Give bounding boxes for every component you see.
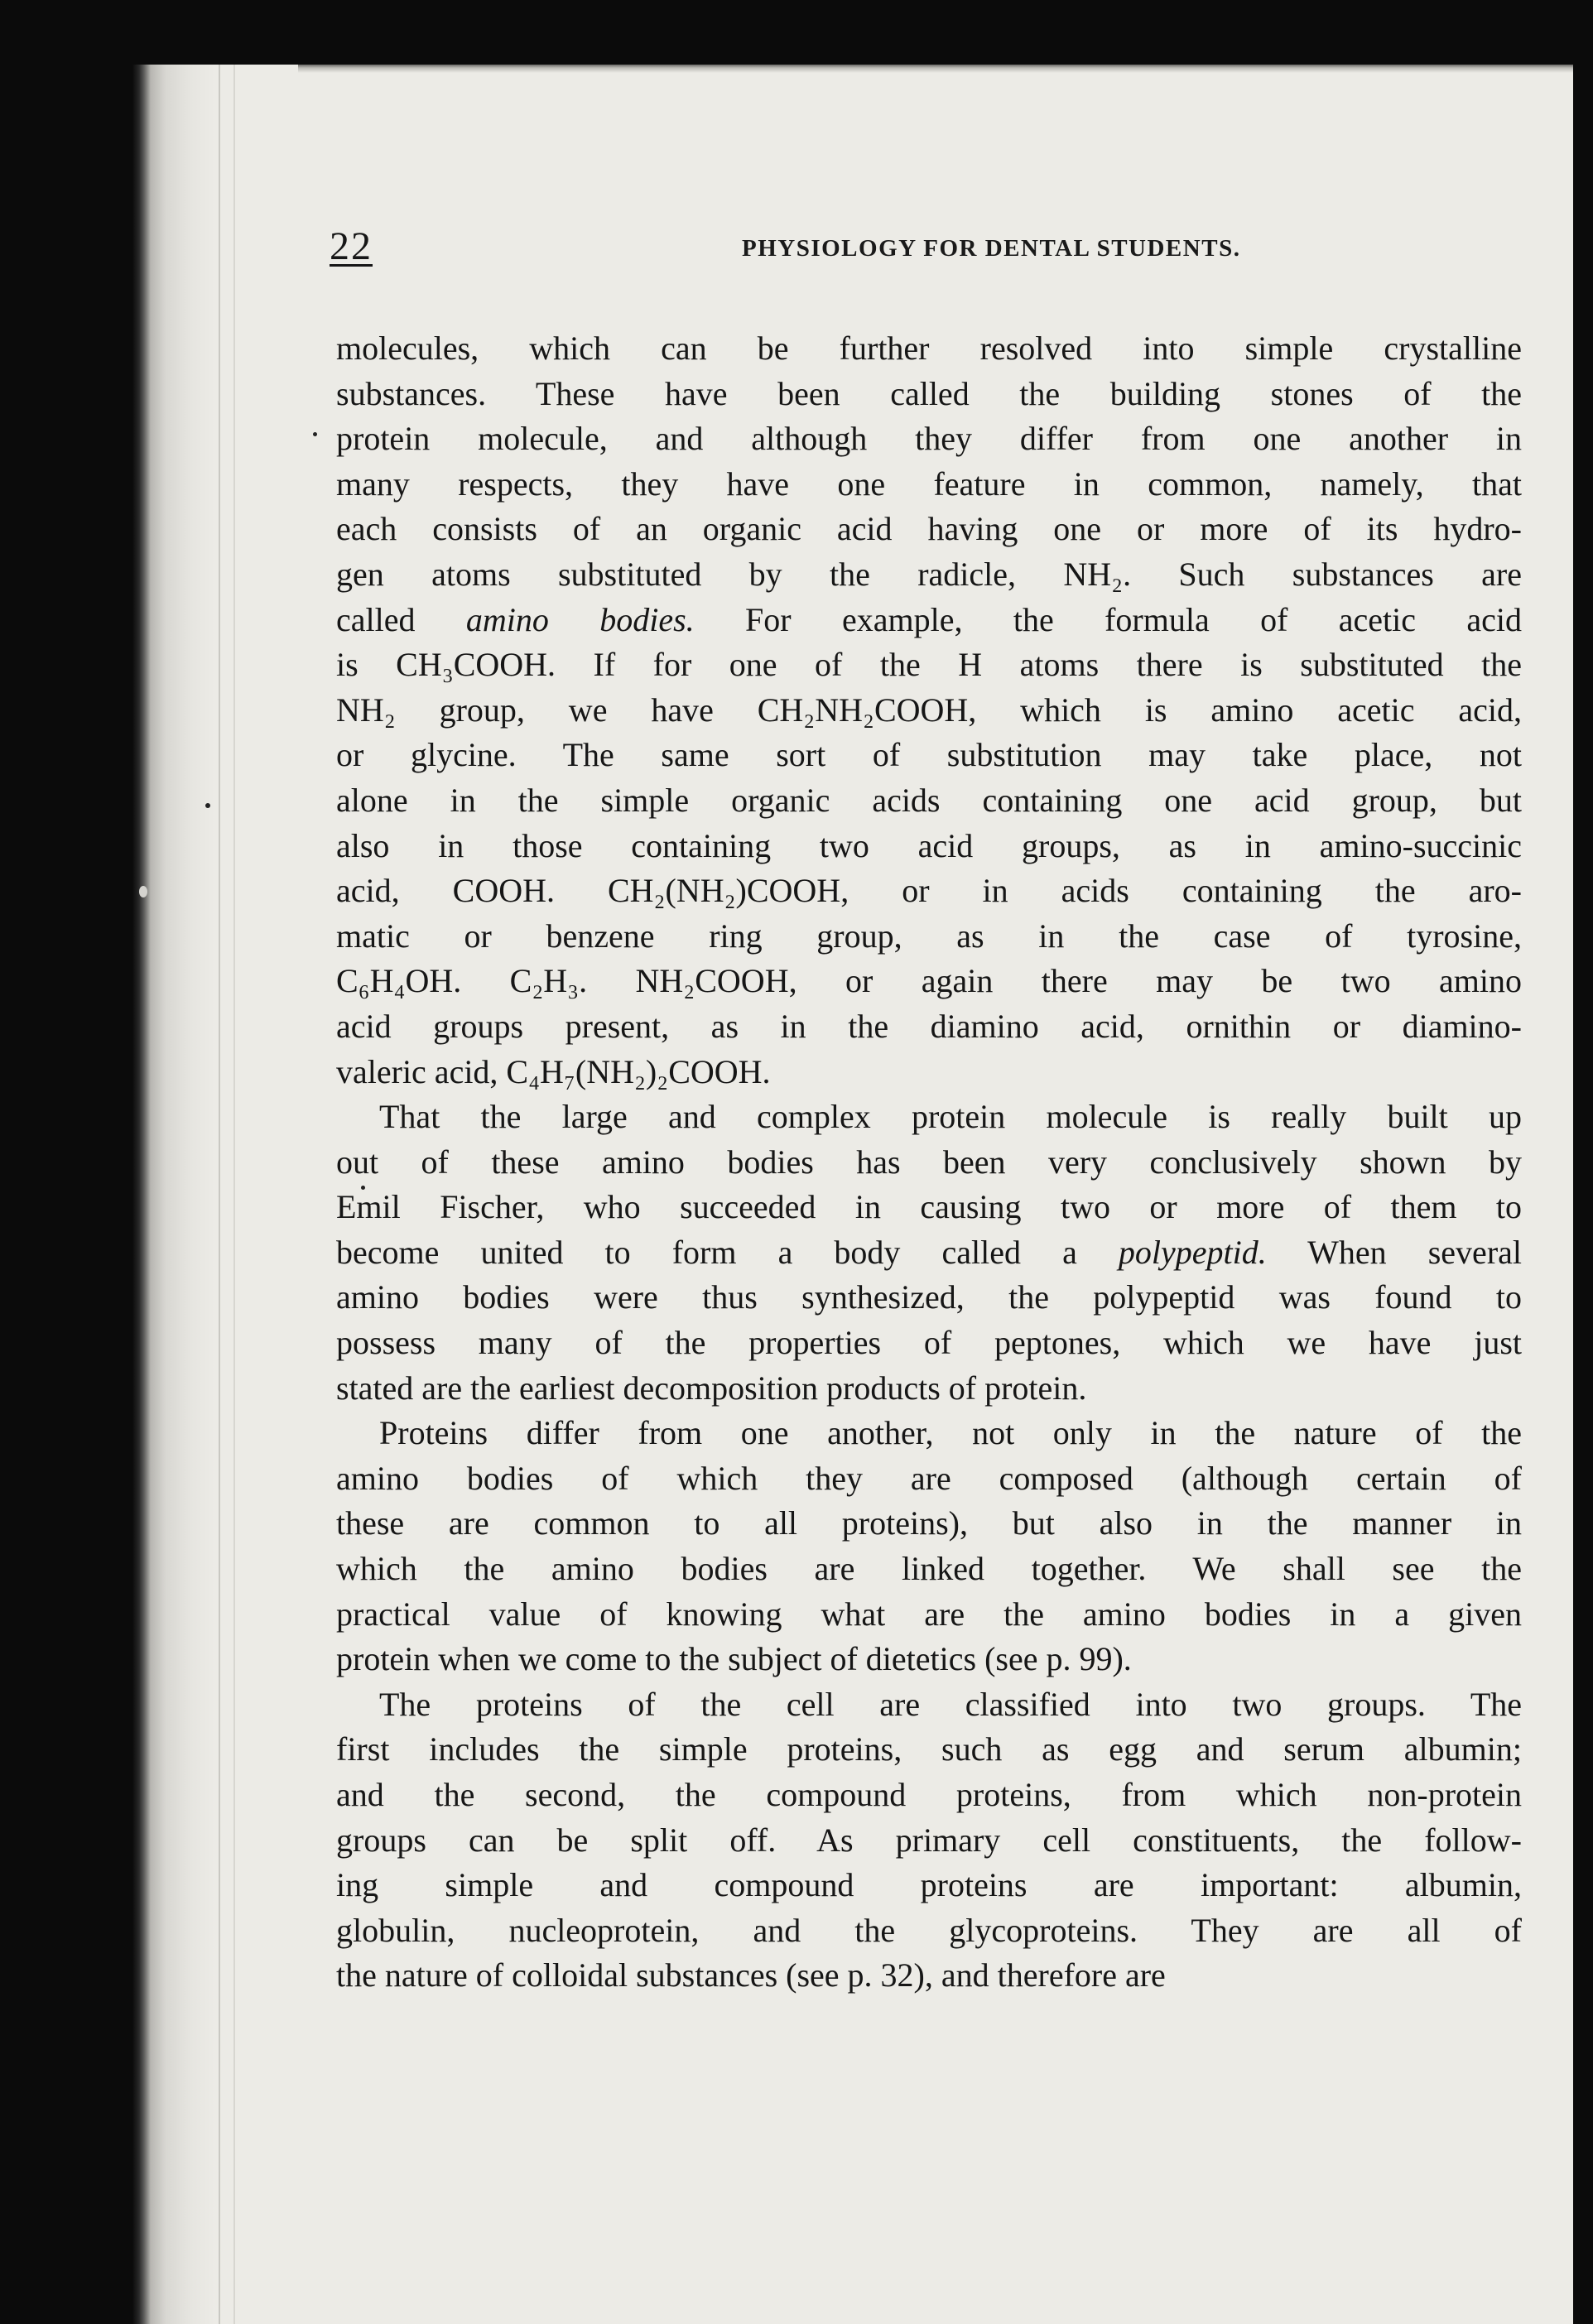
paragraph xyxy=(336,1095,1522,1411)
text-line: become united to form a body called a polypeptid. When several xyxy=(336,1233,1523,1271)
text-line: which the amino bodies are linked together. We shall see the xyxy=(336,1550,1522,1588)
body-text xyxy=(336,326,1522,1999)
text-line: acid, COOH. CH₂(NH₂)COOH, or in acids containing the aro- xyxy=(336,872,1522,910)
text-line: That the large and complex protein molecule is really built up xyxy=(379,1098,1522,1136)
paragraph xyxy=(336,1682,1522,1999)
text-line: NH₂ group, we have CH₂NH₂COOH, which is amino acetic acid, xyxy=(336,690,1522,729)
paper-speck xyxy=(313,432,317,436)
running-head: PHYSIOLOGY FOR DENTAL STUDENTS. xyxy=(742,235,1241,262)
text-line: first includes the simple proteins, such as egg and serum albumin; xyxy=(336,1730,1522,1768)
text-line: acid groups present, as in the diamino acid, ornithin or diamino- xyxy=(336,1007,1522,1045)
text-line: C₆H₄OH. C₂H₃. NH₂COOH, or again there may be two amino xyxy=(336,962,1522,1000)
text-line: practical value of knowing what are the amino bodies in a given xyxy=(336,1595,1522,1633)
page-gutter xyxy=(132,65,265,2324)
text-line: matic or benzene ring group, as in the case of tyrosine, xyxy=(336,917,1522,955)
page-top-edge xyxy=(298,65,1573,73)
text-line: ing simple and compound proteins are important: albumin, xyxy=(336,1866,1522,1904)
text-line: many respects, they have one feature in common, namely, that xyxy=(336,464,1522,503)
text-line: amino bodies were thus synthesized, the polypeptid was found to xyxy=(336,1278,1522,1316)
text-line: alone in the simple organic acids containing one acid group, but xyxy=(336,781,1522,819)
page-number: 22 xyxy=(330,224,373,268)
text-line: each consists of an organic acid having one or more of its hydro- xyxy=(336,510,1522,548)
text-line: The proteins of the cell are classified into two groups. The xyxy=(379,1685,1522,1723)
text-line: and the second, the compound proteins, from which non-protein xyxy=(336,1776,1522,1813)
text-line: out of these amino bodies has been very conclusively shown by xyxy=(336,1143,1522,1181)
text-line: Emil Fischer, who succeeded in causing two or more of them to xyxy=(336,1188,1522,1226)
text-line: possess many of the properties of peptones, which we have just xyxy=(336,1324,1522,1362)
text-line: also in those containing two acid groups, as in amino-succinic xyxy=(336,826,1522,864)
text-line: Proteins differ from one another, not only in the nature of the xyxy=(379,1414,1522,1452)
text-line: groups can be split off. As primary cell constituents, the follow- xyxy=(336,1821,1522,1859)
text-line: these are common to all proteins), but also in the manner in xyxy=(336,1504,1522,1542)
paper-speck xyxy=(139,886,147,897)
text-line: stated are the earliest decomposition products of protein. xyxy=(336,1369,1087,1407)
text-line: molecules, which can be further resolved into simple crystalline xyxy=(336,330,1522,367)
text-line: globulin, nucleoprotein, and the glycoproteins. They are all of xyxy=(336,1911,1522,1949)
text-line: called amino bodies. For example, the formula of acetic acid xyxy=(336,600,1522,638)
gutter-fold-line xyxy=(219,65,220,2324)
text-line: protein when we come to the subject of dietetics (see p. 99). xyxy=(336,1640,1132,1678)
paragraph xyxy=(336,1411,1522,1682)
text-line: is CH₃COOH. If for one of the H atoms there is substituted the xyxy=(336,646,1522,684)
text-line: valeric acid, C₄H₇(NH₂)₂COOH. xyxy=(336,1052,771,1090)
text-line: or glycine. The same sort of substitution may take place, not xyxy=(336,736,1522,774)
paper-speck xyxy=(205,803,210,808)
text-line: substances. These have been called the building stones of the xyxy=(336,374,1522,412)
text-line: gen atoms substituted by the radicle, NH₂. Such substances are xyxy=(336,555,1522,593)
gutter-fold-line xyxy=(233,65,235,2324)
text-line: protein molecule, and although they differ from one another in xyxy=(336,420,1522,458)
page-header xyxy=(330,224,1522,273)
paragraph xyxy=(336,326,1522,1095)
text-line: the nature of colloidal substances (see p. 32), and therefore are xyxy=(336,1956,1166,1994)
text-line: amino bodies of which they are composed (although certain of xyxy=(336,1459,1522,1497)
